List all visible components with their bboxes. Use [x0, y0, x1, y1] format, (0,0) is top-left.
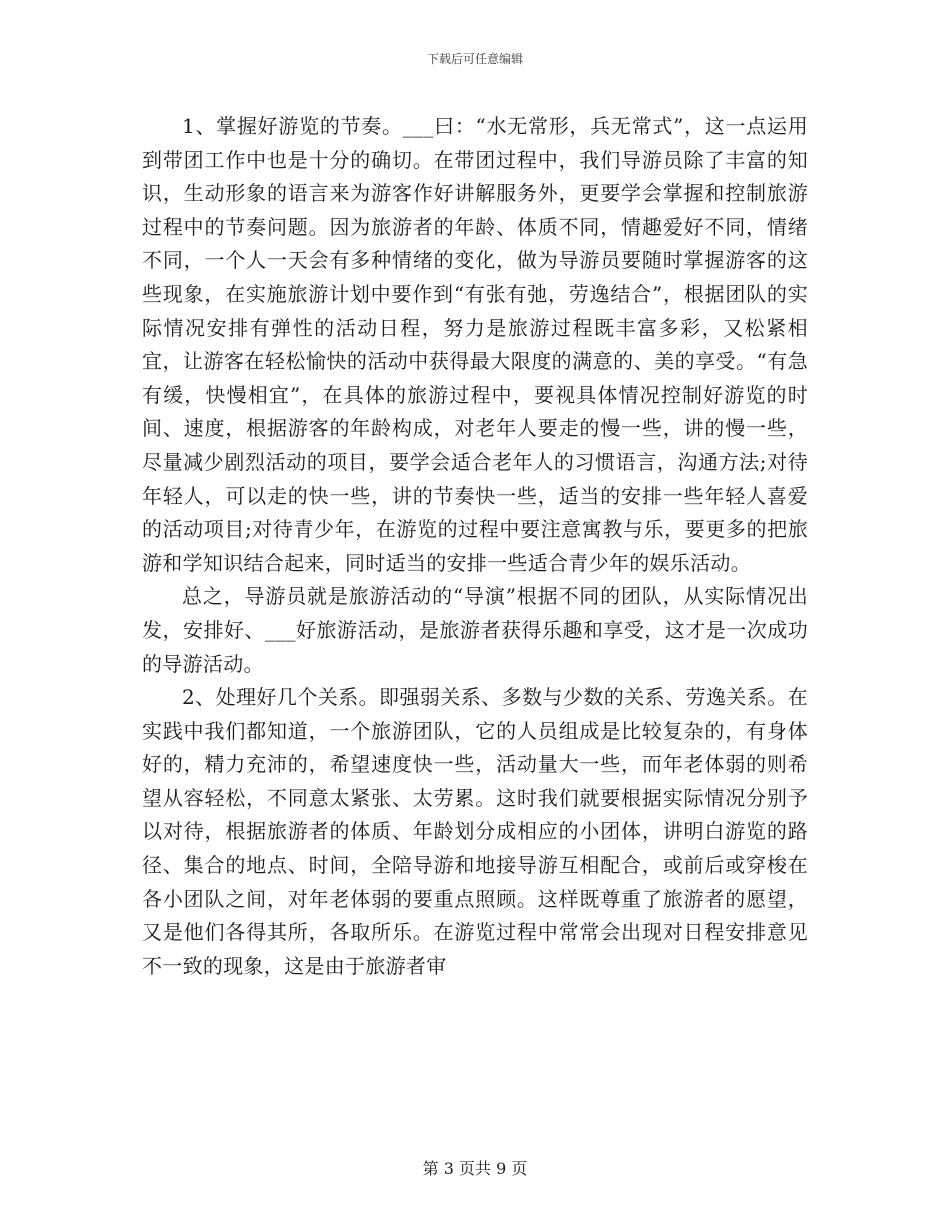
- page-header-note: 下载后可任意编辑: [426, 52, 523, 66]
- paragraph-relationships: 2、处理好几个关系。即强弱关系、多数与少数的关系、劳逸关系。在实践中我们都知道，一个旅游团队，它的人员组成是比较复杂的，有身体好的，精力充沛的，希望速度快一些，活动量大一些，而年老体弱的则希望从容轻松，不同意太紧张、太劳累。这时我们就要根据实际情况分别予以对待，根据旅游者的体质、年龄划分成相应的小团体，讲明白游览的路径、集合的地点、时间，全陪导游和地接导游互相配合，或前后或穿梭在各小团队之间，对年老体弱的要重点照顾。这样既尊重了旅游者的愿望，又是他们各得其所，各取所乐。在游览过程中常常会出现对日程安排意见不一致的现象，这是由于旅游者审: [142, 685, 808, 978]
- document-body: [142, 110, 808, 983]
- page-number: 第 3 页共 9 页: [422, 1159, 528, 1178]
- paragraph-rhythm: 1、掌握好游览的节奏。___曰：“水无常形，兵无常式”，这一点运用到带团工作中也是十分的确切。在带团过程中，我们导游员除了丰富的知识，生动形象的语言来为游客作好讲解服务外，更要学会掌握和控制旅游过程中的节奏问题。因为旅游者的年龄、体质不同，情趣爱好不同，情绪不同，一个人一天会有多种情绪的变化，做为导游员要随时掌握游客的这些现象，在实施旅游计划中要作到“有张有弛，劳逸结合”，根据团队的实际情况安排有弹性的活动日程，努力是旅游过程既丰富多彩，又松紧相宜，让游客在轻松愉快的活动中获得最大限度的满意的、美的享受。“有急有缓，快慢相宜”，在具体的旅游过程中，要视具体情况控制好游览的时间、速度，根据游客的年龄构成，对老年人要走的慢一些，讲的慢一些，尽量减少剧烈活动的项目，要学会适合老年人的习惯语言，沟通方法;对待年轻人，可以走的快一些，讲的节奏快一些，适当的安排一些年轻人喜爱的活动项目;对待青少年，在游览的过程中要注意寓教与乐，要更多的把旅游和学知识结合起来，同时适当的安排一些适合青少年的娱乐活动。: [142, 114, 808, 575]
- paragraph-summary: 总之，导游员就是旅游活动的“导演”根据不同的团队，从实际情况出发，安排好、___好旅游活动，是旅游者获得乐趣和享受，这才是一次成功的导游活动。: [142, 584, 808, 676]
